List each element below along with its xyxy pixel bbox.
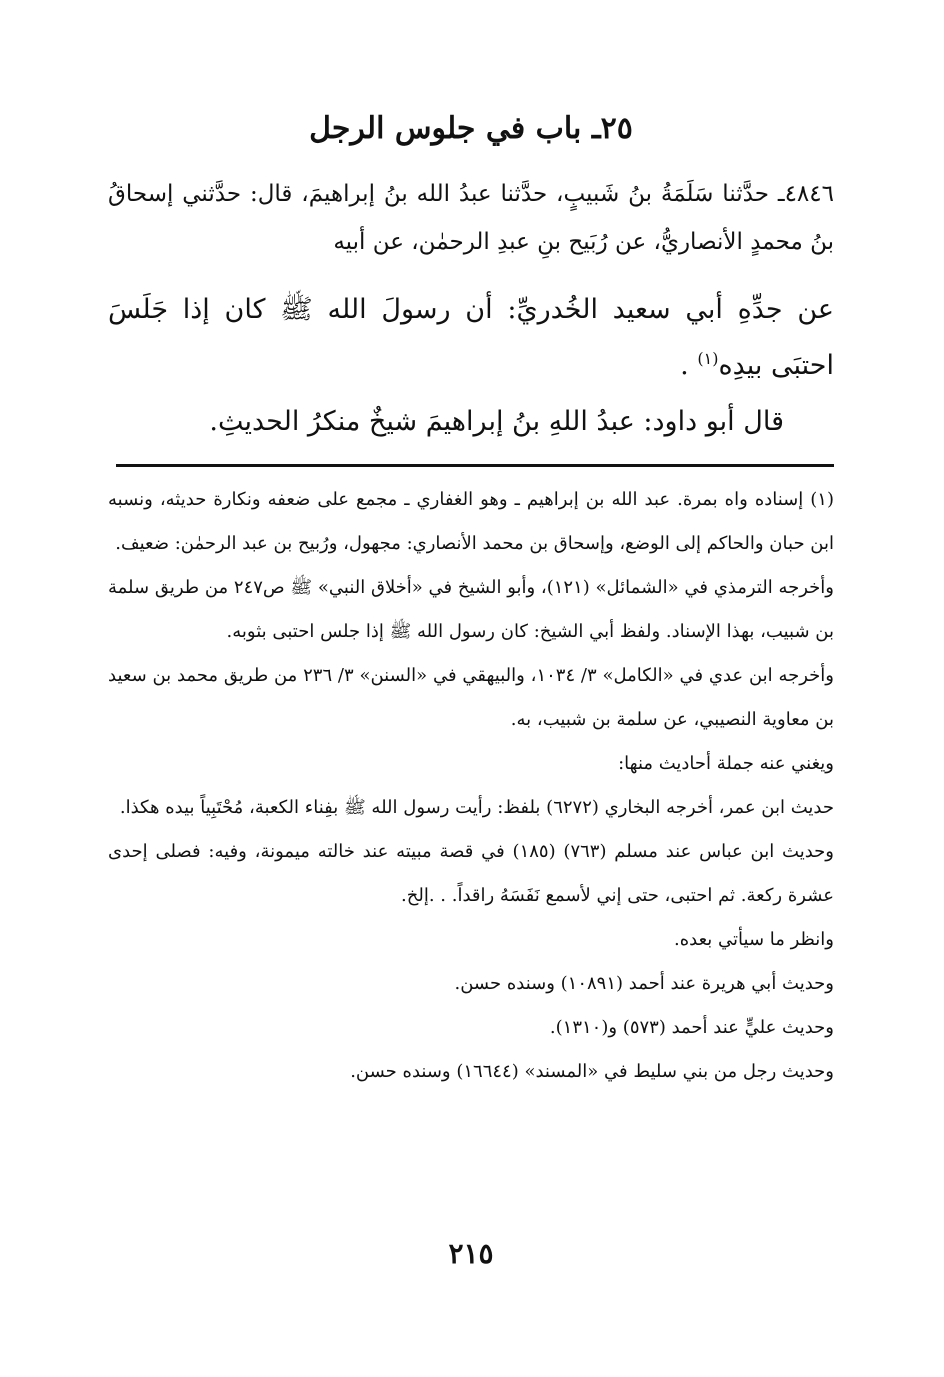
footnote-paragraph: وأخرجه الترمذي في «الشمائل» (١٢١)، وأبو الشيخ في «أخلاق النبي» ﷺ ص٢٤٧ من طريق سلمة بن شبيب، بهذا الإسناد. ولفظ أبي الشيخ: كان رسول الله ﷺ إذا جلس احتبى بثوبه. (108, 577, 834, 642)
hadith-matn (108, 282, 834, 394)
page-number: ٢١٥ (448, 1237, 494, 1270)
footnote-paragraph: وحديث عليٍّ عند أحمد (٥٧٣) و(١٣١٠). (549, 1017, 834, 1038)
chapter-title: ٢٥ـ باب في جلوس الرجل (309, 111, 633, 146)
footnote-paragraph: ويغني عنه جملة أحاديث منها: (618, 753, 834, 774)
footnote-paragraph: حديث ابن عمر، أخرجه البخاري (٦٢٧٢) بلفظ: رأيت رسول الله ﷺ بفِناء الكعبة، مُحْتَبِياً بيده هكذا. (119, 797, 834, 818)
footnote-paragraph: وأخرجه ابن عدي في «الكامل» ٣/ ١٠٣٤، والبيهقي في «السنن» ٣/ ٢٣٦ من طريق محمد بن سعيد بن معاوية النصيبي، عن سلمة بن شبيب، به. (108, 665, 834, 730)
footnote-marker: (١) (697, 349, 719, 368)
footnotes (108, 478, 834, 1094)
footnote-paragraph: وحديث ابن عباس عند مسلم (٧٦٣) (١٨٥) في قصة مبيته عند خالته ميمونة، وفيه: فصلى إحدى عشرة ركعة. ثم احتبى، حتى إني لأسمع نَفَسَهُ راقداً. . .إلخ. (108, 841, 835, 906)
footnote-paragraph: وحديث رجل من بني سليط في «المسند» (١٦٦٤٤) وسنده حسن. (350, 1061, 834, 1082)
book-page (108, 0, 834, 1377)
hadith-chain: ٤٨٤٦ـ حدَّثنا سَلَمَةُ بنُ شَبيبٍ، حدَّثنا عبدُ الله بنُ إبراهيمَ، قال: حدَّثني إسحاقُ بنُ محمدٍ الأنصاريُّ، عن رُبَيح بنِ عبدِ الرحمٰن، عن أبيه (108, 181, 834, 255)
abu-dawud-comment: قال أبو داود: عبدُ اللهِ بنُ إبراهيمَ شيخٌ منكرُ الحديثِ. (209, 406, 784, 437)
hadith-matn-text: عن جدِّهِ أبي سعيد الخُدريِّ: أن رسولَ الله ﷺ كان إذا جَلَسَ احتبَى بيدِه (108, 294, 834, 381)
hadith-matn-end: . (680, 350, 689, 381)
footnote-paragraph: وحديث أبي هريرة عند أحمد (١٠٨٩١) وسنده حسن. (454, 973, 834, 994)
footnote-paragraph: وانظر ما سيأتي بعده. (674, 929, 834, 950)
footnote-divider (116, 464, 834, 467)
footnote-paragraph: (١) إسناده واه بمرة. عبد الله بن إبراهيم ـ وهو الغفاري ـ مجمع على ضعفه ونكارة حديثه، ونسبه ابن حبان والحاكم إلى الوضع، وإسحاق بن محمد الأنصاري: مجهول، ورُبيح بن عبد الرحمٰن: ضعيف. (108, 489, 834, 554)
